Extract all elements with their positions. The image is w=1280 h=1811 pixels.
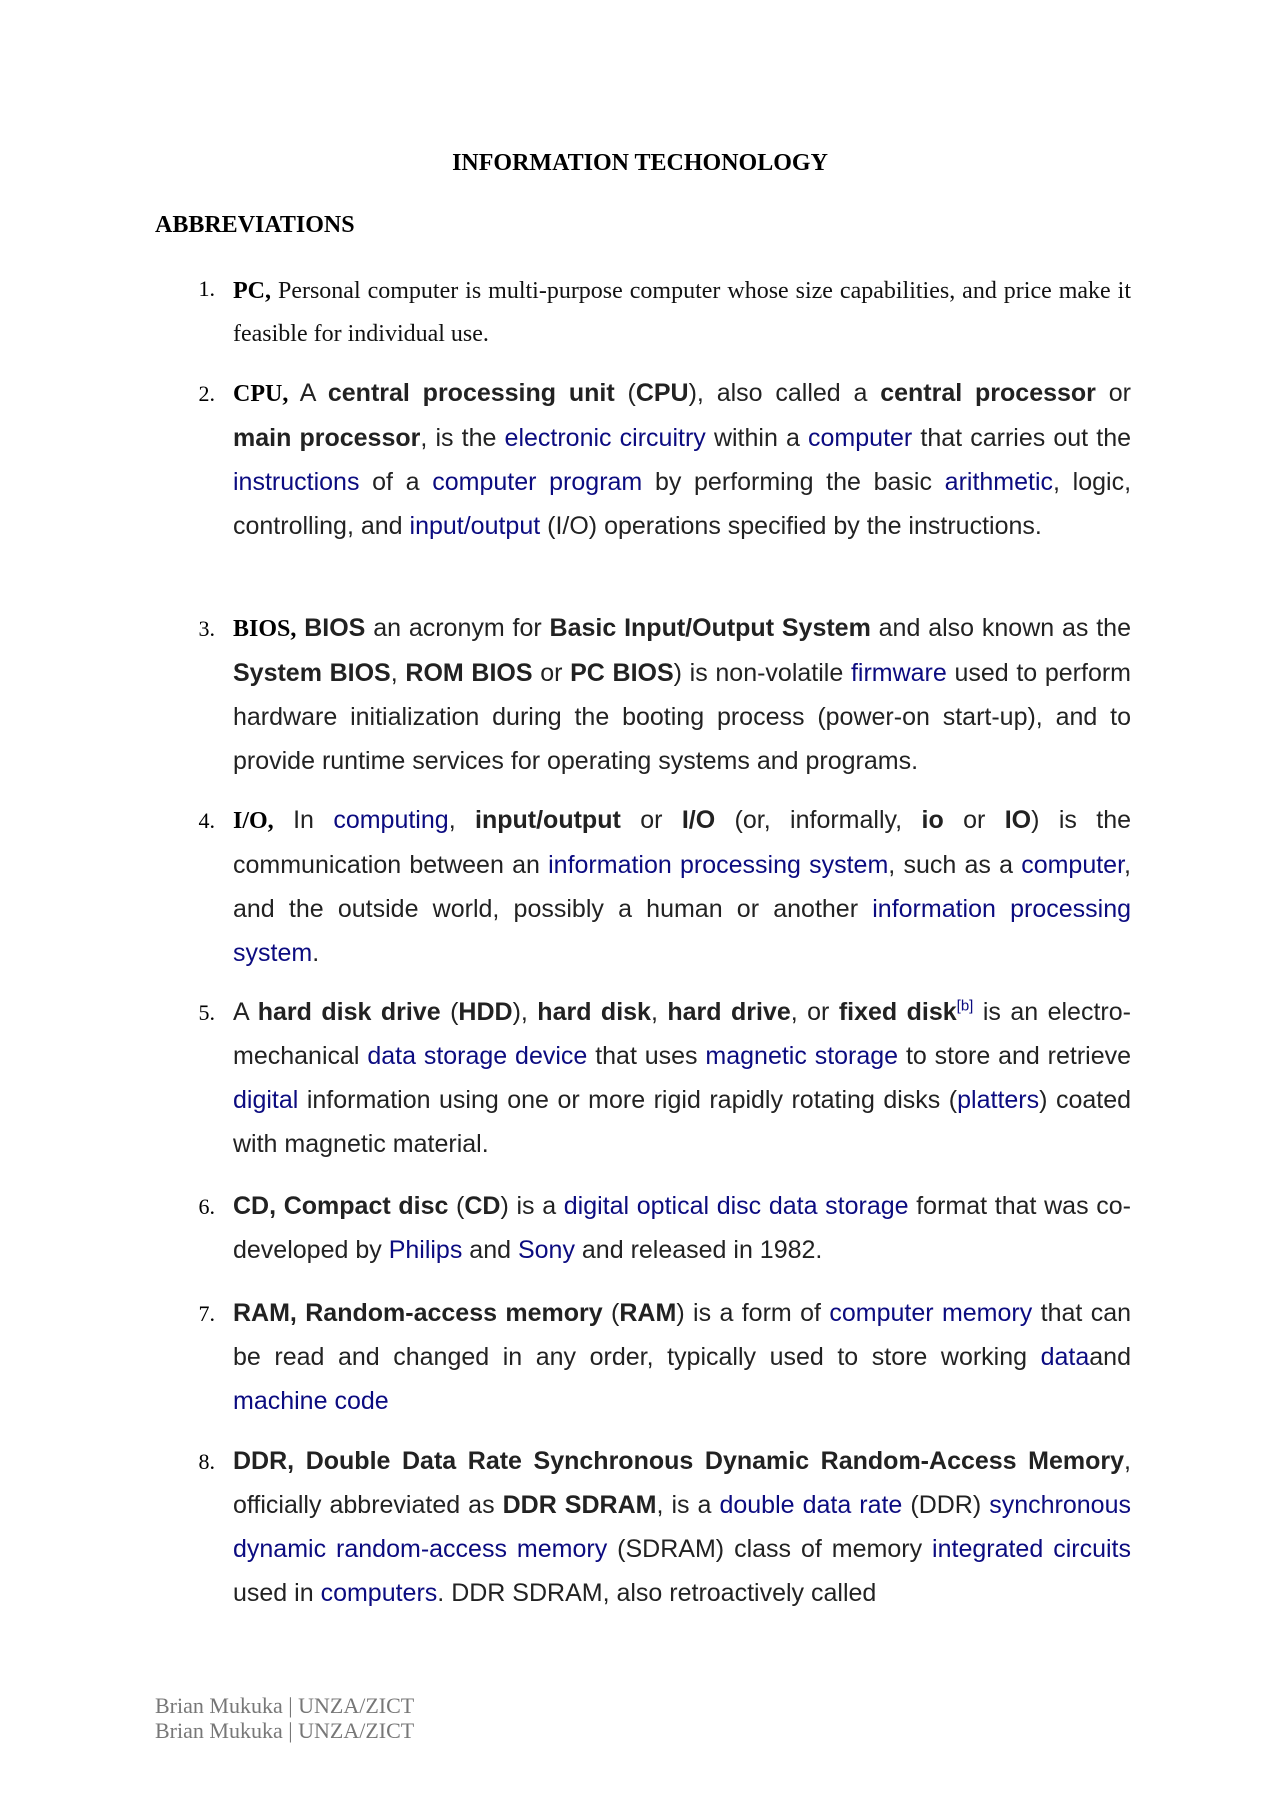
link-machine-code[interactable]: machine code bbox=[233, 1387, 389, 1415]
link-firmware[interactable]: firmware bbox=[850, 659, 947, 687]
link-information-processing-system[interactable]: information processing system bbox=[548, 851, 889, 879]
item-text: , bbox=[390, 659, 398, 687]
item-text: format that was co-developed by bbox=[233, 1192, 1131, 1264]
item-text: . DDR SDRAM, also retroactively called bbox=[437, 1579, 877, 1607]
bold-term: CD bbox=[464, 1192, 501, 1220]
item-text: ) is a bbox=[500, 1192, 557, 1220]
bold-term: DDR SDRAM bbox=[502, 1491, 657, 1519]
item-text: used to perform hardware initialization during the booting process (power-on start-up), and to provide runtime services for operating systems and programs. bbox=[233, 659, 1132, 775]
item-text: and bbox=[1089, 1343, 1131, 1371]
item-text: , bbox=[448, 806, 456, 834]
footnote-link[interactable]: [b] bbox=[956, 997, 974, 1015]
bold-term: RAM, Random-access memory bbox=[233, 1299, 603, 1327]
item-text: ( bbox=[611, 1299, 620, 1327]
item-text: ( bbox=[456, 1192, 465, 1220]
bold-term: IO bbox=[1004, 806, 1032, 834]
item-text: , such as a bbox=[888, 851, 1013, 879]
bold-term: main processor bbox=[233, 424, 421, 452]
item-text: by performing the basic bbox=[654, 468, 932, 496]
term-label: BIOS, bbox=[233, 616, 297, 642]
link-optical-disc[interactable]: optical disc bbox=[636, 1192, 762, 1220]
link-philips[interactable]: Philips bbox=[388, 1236, 463, 1264]
item-text: (DDR) bbox=[910, 1491, 982, 1519]
item-text: (I/O) operations specified by the instructions. bbox=[547, 512, 1042, 540]
link-computer[interactable]: computer bbox=[1021, 851, 1125, 879]
list-number: 6. bbox=[198, 1194, 215, 1219]
item-text: ( bbox=[627, 379, 636, 407]
item-text: an acronym for bbox=[373, 614, 542, 642]
list-item bbox=[198, 1439, 1131, 1615]
item-text: A bbox=[233, 998, 249, 1026]
item-text: ) is non-volatile bbox=[673, 659, 844, 687]
item-text: and released in 1982. bbox=[581, 1236, 823, 1264]
bold-term: hard drive bbox=[667, 998, 791, 1026]
bold-term: central processing unit bbox=[327, 379, 615, 407]
bold-term: Basic Input/Output System bbox=[549, 614, 871, 642]
page-title: INFORMATION TECHONOLOGY bbox=[452, 150, 828, 176]
link-computing[interactable]: computing bbox=[333, 806, 449, 834]
item-text: or bbox=[1108, 379, 1131, 407]
list-item bbox=[198, 798, 1132, 975]
item-text: within a bbox=[713, 424, 800, 452]
list-number: 5. bbox=[198, 1000, 215, 1025]
term-label: I/O, bbox=[233, 808, 274, 834]
bold-term: input/output bbox=[475, 806, 621, 834]
section-heading: ABBREVIATIONS bbox=[155, 212, 355, 238]
bold-term: I/O bbox=[681, 806, 716, 834]
bold-term: ROM BIOS bbox=[405, 659, 533, 687]
list-item bbox=[198, 270, 1131, 356]
term-label: CPU, bbox=[233, 381, 289, 407]
item-text: that can be read and changed in any order, typically used to store working bbox=[233, 1299, 1132, 1371]
item-text: , logic, controlling, and bbox=[233, 468, 1132, 540]
item-text: of a bbox=[372, 468, 420, 496]
item-text: In bbox=[293, 806, 314, 834]
link-input-output[interactable]: input/output bbox=[409, 512, 541, 540]
list-number: 1. bbox=[198, 276, 215, 301]
link-computer-program[interactable]: computer program bbox=[432, 468, 643, 496]
item-text: and also known as the bbox=[878, 614, 1131, 642]
item-text: is an electro-mechanical bbox=[233, 998, 1131, 1070]
item-text: ) is a form of bbox=[676, 1299, 821, 1327]
bold-term: central processor bbox=[880, 379, 1096, 407]
link-computer-memory[interactable]: computer memory bbox=[829, 1299, 1033, 1327]
item-text: Personal computer is multi-purpose computer whose size capabilities, and price make it feasible for individual use. bbox=[233, 278, 1131, 347]
bold-term: hard disk bbox=[537, 998, 651, 1026]
item-text: , or bbox=[790, 998, 830, 1026]
page-footer bbox=[155, 1693, 414, 1743]
item-text: , is the bbox=[420, 424, 497, 452]
item-text: , and the outside world, possibly a human or another bbox=[233, 851, 1131, 923]
list-number: 8. bbox=[198, 1449, 215, 1474]
list-number: 4. bbox=[198, 808, 215, 833]
list-item bbox=[198, 371, 1132, 548]
item-text: that uses bbox=[595, 1042, 698, 1070]
item-text: A bbox=[299, 379, 316, 407]
list-number: 2. bbox=[198, 381, 215, 406]
item-text: used in bbox=[233, 1579, 314, 1607]
bold-term: RAM bbox=[619, 1299, 677, 1327]
link-data[interactable]: data bbox=[1040, 1343, 1090, 1371]
bold-term: PC BIOS bbox=[570, 659, 674, 687]
item-text: ), also called a bbox=[688, 379, 868, 407]
item-text: (SDRAM) class of memory bbox=[617, 1535, 923, 1563]
link-information-processing-system[interactable]: information processing system bbox=[233, 895, 1131, 967]
footer-line: Brian Mukuka | UNZA/ZICT bbox=[155, 1718, 415, 1743]
bold-term: System BIOS bbox=[233, 659, 391, 687]
item-text: ) coated with magnetic material. bbox=[233, 1086, 1132, 1158]
item-text: (or, informally, bbox=[734, 806, 903, 834]
bold-term: io bbox=[921, 806, 944, 834]
bold-term: HDD bbox=[458, 998, 513, 1026]
item-text: ) is the communication between an bbox=[233, 806, 1132, 879]
item-text: . bbox=[312, 939, 320, 967]
link-instructions[interactable]: instructions bbox=[233, 468, 360, 496]
list-item bbox=[198, 606, 1132, 783]
list-number: 7. bbox=[198, 1301, 215, 1326]
item-text: and bbox=[469, 1236, 512, 1264]
bold-term: hard disk drive bbox=[257, 998, 441, 1026]
link-computers[interactable]: computers bbox=[320, 1579, 438, 1607]
list-item bbox=[198, 990, 1132, 1166]
term-label: PC, bbox=[233, 278, 271, 304]
item-text: that carries out the bbox=[920, 424, 1132, 452]
bold-term: BIOS bbox=[304, 614, 366, 642]
bold-term: DDR, Double Data Rate Synchronous Dynamic Random-Access Memory bbox=[233, 1447, 1125, 1475]
link-digital[interactable]: digital bbox=[233, 1086, 299, 1114]
link-data-storage[interactable]: data storage bbox=[768, 1192, 909, 1220]
link-electronic-circuitry[interactable]: electronic circuitry bbox=[504, 424, 706, 452]
footer-line: Brian Mukuka | UNZA/ZICT bbox=[155, 1693, 415, 1718]
item-text: , bbox=[650, 998, 658, 1026]
list-number: 3. bbox=[198, 616, 215, 641]
bold-term: CD, Compact disc bbox=[233, 1192, 449, 1220]
item-text: , officially abbreviated as bbox=[233, 1447, 1131, 1519]
link-magnetic-storage[interactable]: magnetic storage bbox=[705, 1042, 899, 1070]
bold-term: fixed disk bbox=[838, 998, 957, 1026]
link-computer[interactable]: computer bbox=[808, 424, 913, 452]
item-text: , is a bbox=[656, 1491, 712, 1519]
link-arithmetic[interactable]: arithmetic bbox=[944, 468, 1054, 496]
link-integrated-circuits[interactable]: integrated circuits bbox=[932, 1535, 1131, 1563]
link-sony[interactable]: Sony bbox=[517, 1236, 575, 1264]
list-item bbox=[198, 1291, 1132, 1423]
item-text: or bbox=[963, 806, 986, 834]
item-text: to store and retrieve bbox=[905, 1042, 1132, 1070]
bold-term: CPU bbox=[635, 379, 689, 407]
link-sdram[interactable]: synchronous dynamic random-access memory bbox=[233, 1491, 1131, 1563]
item-text: ( bbox=[450, 998, 459, 1026]
item-text: or bbox=[540, 659, 563, 687]
item-text: information using one or more rigid rapidly rotating disks ( bbox=[306, 1086, 958, 1114]
link-digital[interactable]: digital bbox=[563, 1192, 630, 1220]
link-data-storage-device[interactable]: data storage device bbox=[367, 1042, 588, 1070]
item-text: ), bbox=[512, 998, 528, 1026]
item-text: or bbox=[640, 806, 663, 834]
list-item bbox=[198, 1184, 1131, 1272]
link-double-data-rate[interactable]: double data rate bbox=[719, 1491, 903, 1519]
link-platters[interactable]: platters bbox=[957, 1086, 1040, 1114]
